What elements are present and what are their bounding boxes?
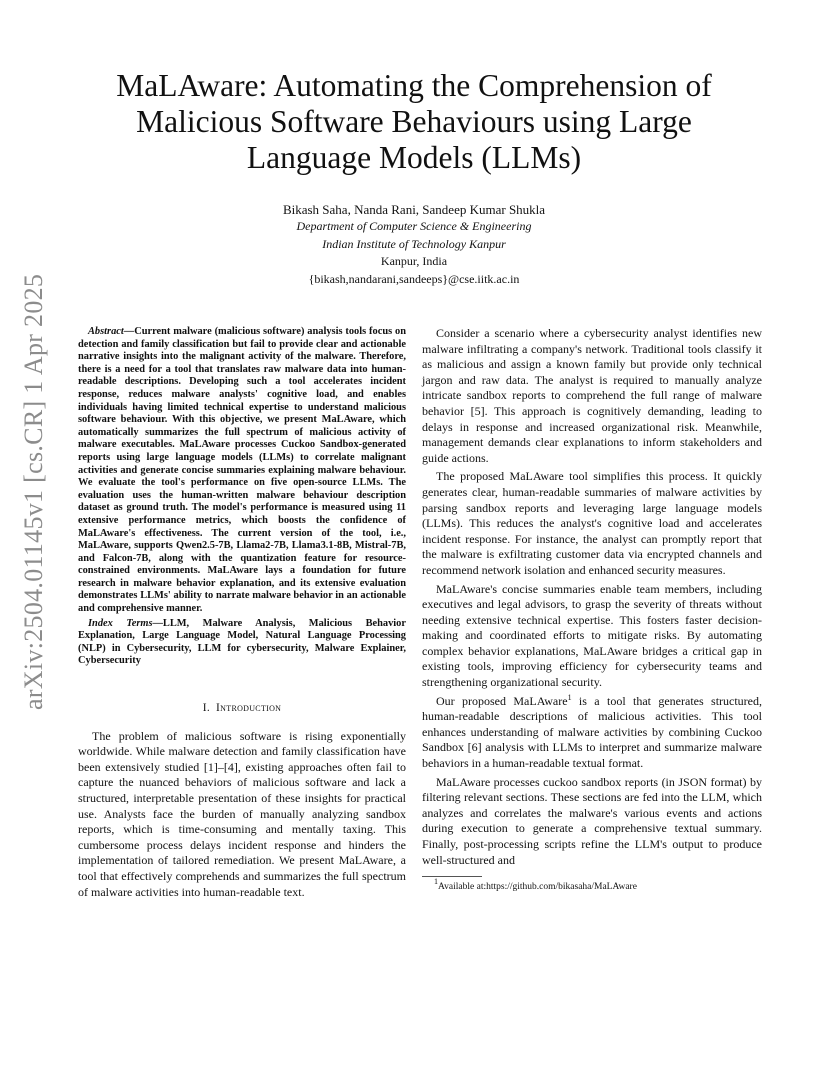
section-title: Introduction (216, 702, 282, 715)
affiliation-block (80, 218, 748, 288)
intro-paragraph-1: The problem of malicious software is rising exponentially worldwide. While malware detection and family classification have been extensively studied [1]–[4], existing approaches often fail to capture the nuanced behaviors of malicious software and lack a structured, interpretable presentation of these insights for practical use. Analysts face the burden of manually analyzing sandbox reports, which is time-consuming and mentally taxing. This cumbersome process delays incident response and hinders the implementation of tailored remediation. We present MaLAware, a tool that effectively comprehends and summarizes the full spectrum of malware activities into human-readable text. (78, 728, 406, 899)
section-heading-introduction (78, 701, 406, 717)
footnote-mark: 1 (434, 877, 438, 887)
index-terms-text: —LLM, Malware Analysis, Malicious Behavior Explanation, Large Language Model, Natural Language Processing (NLP) in Cybersecurity, LLM for cybersecurity, Malware Explainer, Cybersecurity (78, 617, 406, 667)
section-number: I. (202, 702, 211, 715)
footnote-divider (422, 876, 482, 877)
department: Department of Computer Science & Engineering (296, 219, 532, 233)
proposed-paragraph (422, 694, 762, 772)
index-terms (78, 618, 406, 668)
institute: Indian Institute of Technology Kanpur (322, 236, 506, 251)
right-paragraph-2: The proposed MaLAware tool simplifies this process. It quickly generates clear, human-readable summaries of malware activities by parsing sandbox reports and leveraging large language models (LLMs). This reduces the analyst's cognitive load and accelerates incident response. For instance, the analyst can promptly report that the malware is exfiltrating customer data via encrypted channels and recommend network isolation and enhanced security measures. (422, 469, 762, 577)
right-column (422, 326, 762, 893)
author-email: {bikash,nandarani,sandeeps}@cse.iitk.ac.in (308, 271, 520, 286)
right-paragraph-1: Consider a scenario where a cybersecurity analyst identifies new malware infiltrating a company's network. Traditional tools classify it as malicious and assign a known family but provide only technical jargon and raw data. The analyst is required to manually analyze intricate sandbox reports to comprehend the full range of malware behavior [5]. This approach is cognitively demanding, leading to delays in response and increased organizational risk. Meanwhile, management demands clear explanations to inform stakeholders and guide actions. (422, 326, 762, 465)
process-paragraph: MaLAware processes cuckoo sandbox reports (in JSON format) by filtering relevant sections. These sections are fed into the LLM, which analyzes and correlates the malware's various events and actions during execution to generate a comprehensive textual summary. Finally, post-processing scripts refine the LLM's output to produce well-structured and (422, 774, 762, 867)
abstract (78, 326, 406, 616)
proposed-paragraph-start: Our proposed MaLAware (436, 693, 568, 708)
index-terms-label: Index Terms (88, 617, 153, 629)
abstract-text: —Current malware (malicious software) analysis tools focus on detection and family classification but fail to provide clear and actionable narrative insights into the malignant activity of the malware. Therefore, there is a need for a tool that translates raw malware data into human-readable descriptions. Developing such a tool accelerates incident response, reduces malware analysts' cognitive load, and enables individuals having limited technical expertise to understand malicious software behaviour. With this objective, we present MaLAware, which automatically summarizes the full spectrum of malicious activity of malware executables. MaLAware processes Cuckoo Sandbox-generated reports using large language models (LLMs) to correlate malignant activities and generate concise summaries explaining malware behaviour. We evaluate the tool's performance on five open-source LLMs. The evaluation uses the human-written malware behaviour description dataset as ground truth. The model's performance is measured using 11 extensive performance metrics, which boosts the confidence of MaLAware's effectiveness. The current version of the tool, i.e., MaLAware, supports Qwen2.5-7B, Llama2-7B, Llama3.1-8B, Mistral-7B, and Falcon-7B, along with the quantization feature for resource-constrained environments. MaLAware lays a foundation for future research in malware behavior explanation, and its extensive evaluation demonstrates LLMs' ability to narrate malware behavior in an actionable and comprehensive manner. (78, 326, 406, 615)
footnote-reference: 1 (567, 692, 572, 702)
proposed-paragraph-rest: is a tool that generates structured, human-readable descriptions of malicious activities. This tool enhances understanding of malware activities by combining Cuckoo Sandbox [6] analysis with LLMs to interpret and summarize malware behaviors in a human-readable textual format. (422, 693, 763, 771)
author-list: Bikash Saha, Nanda Rani, Sandeep Kumar Shukla (282, 202, 546, 217)
footnote-link-text[interactable]: Available at:https://github.com/bikasaha/MaLAware (438, 882, 637, 893)
arxiv-identifier: arXiv:2504.01145v1 [cs.CR] 1 Apr 2025 (19, 273, 48, 710)
abstract-label: Abstract (88, 326, 124, 337)
paper-title: MaLAware: Automating the Comprehension of Malicious Software Behaviours using Large Language Models (LLMs) (116, 68, 712, 175)
footnote (422, 877, 762, 893)
left-column (78, 326, 406, 903)
right-paragraph-3: MaLAware's concise summaries enable team members, including executives and legal advisors, to grasp the severity of threats without needing extensive technical expertise. This fosters faster decision-making and coordinated efforts to mitigate risks. By automating complex behavior explanations, MaLAware bridges a critical gap in existing tools, improving efficiency for cybersecurity teams and strengthening organizational security. (422, 581, 762, 690)
location: Kanpur, India (380, 254, 448, 268)
